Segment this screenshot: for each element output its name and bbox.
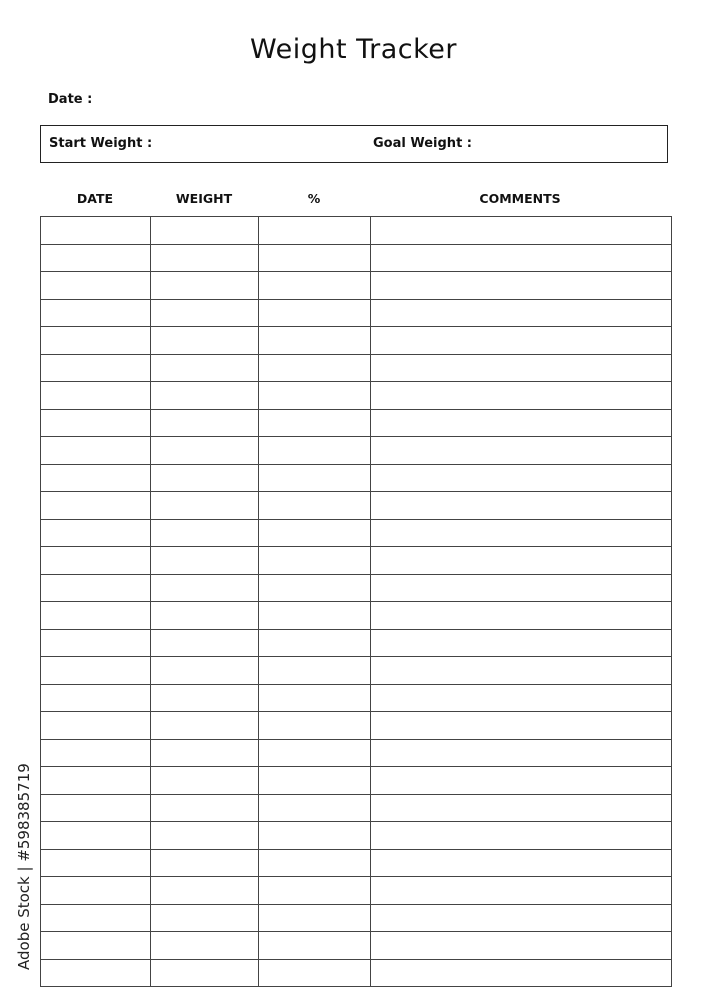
comments-cell[interactable] xyxy=(371,354,672,382)
table-row xyxy=(41,492,672,520)
table-row xyxy=(41,767,672,795)
weight-cell[interactable] xyxy=(151,959,259,987)
table-row xyxy=(41,327,672,355)
comments-cell[interactable] xyxy=(371,849,672,877)
percent-cell[interactable] xyxy=(259,244,371,272)
weight-cell[interactable] xyxy=(151,767,259,795)
weight-summary-box xyxy=(40,125,668,163)
weight-cell[interactable] xyxy=(151,217,259,245)
comments-cell[interactable] xyxy=(371,492,672,520)
comments-cell[interactable] xyxy=(371,437,672,465)
percent-cell[interactable] xyxy=(259,409,371,437)
table-row xyxy=(41,354,672,382)
weight-cell[interactable] xyxy=(151,299,259,327)
table-row xyxy=(41,712,672,740)
comments-cell[interactable] xyxy=(371,547,672,575)
date-cell[interactable] xyxy=(41,464,151,492)
percent-cell[interactable] xyxy=(259,327,371,355)
table-row xyxy=(41,409,672,437)
date-cell[interactable] xyxy=(41,437,151,465)
comments-cell[interactable] xyxy=(371,739,672,767)
percent-cell[interactable] xyxy=(259,299,371,327)
table-row xyxy=(41,794,672,822)
column-header-date: DATE xyxy=(76,191,114,206)
table-row xyxy=(41,739,672,767)
comments-cell[interactable] xyxy=(371,684,672,712)
date-cell[interactable] xyxy=(41,602,151,630)
weight-cell[interactable] xyxy=(151,547,259,575)
date-cell[interactable] xyxy=(41,492,151,520)
weight-cell[interactable] xyxy=(151,327,259,355)
weight-cell[interactable] xyxy=(151,877,259,905)
date-cell[interactable] xyxy=(41,327,151,355)
percent-cell[interactable] xyxy=(259,877,371,905)
date-cell[interactable] xyxy=(41,684,151,712)
comments-cell[interactable] xyxy=(371,794,672,822)
comments-cell[interactable] xyxy=(371,574,672,602)
table-row xyxy=(41,299,672,327)
weight-cell[interactable] xyxy=(151,932,259,960)
table-row xyxy=(41,684,672,712)
percent-cell[interactable] xyxy=(259,657,371,685)
date-cell[interactable] xyxy=(41,272,151,300)
table-row xyxy=(41,574,672,602)
comments-cell[interactable] xyxy=(371,244,672,272)
table-row xyxy=(41,822,672,850)
weight-cell[interactable] xyxy=(151,712,259,740)
percent-cell[interactable] xyxy=(259,932,371,960)
table-row xyxy=(41,959,672,987)
comments-cell[interactable] xyxy=(371,272,672,300)
weight-cell[interactable] xyxy=(151,574,259,602)
goal-weight-label: Goal Weight : xyxy=(373,136,473,151)
percent-cell[interactable] xyxy=(259,437,371,465)
comments-cell[interactable] xyxy=(371,959,672,987)
percent-cell[interactable] xyxy=(259,849,371,877)
weight-log-table xyxy=(40,216,672,987)
date-cell[interactable] xyxy=(41,822,151,850)
page-title: Weight Tracker xyxy=(249,34,458,65)
table-row xyxy=(41,849,672,877)
date-cell[interactable] xyxy=(41,794,151,822)
table-row xyxy=(41,382,672,410)
weight-cell[interactable] xyxy=(151,904,259,932)
percent-cell[interactable] xyxy=(259,574,371,602)
date-cell[interactable] xyxy=(41,959,151,987)
weight-cell[interactable] xyxy=(151,822,259,850)
table-row xyxy=(41,602,672,630)
table-row xyxy=(41,657,672,685)
comments-cell[interactable] xyxy=(371,217,672,245)
date-cell[interactable] xyxy=(41,712,151,740)
comments-cell[interactable] xyxy=(371,932,672,960)
percent-cell[interactable] xyxy=(259,904,371,932)
comments-cell[interactable] xyxy=(371,629,672,657)
percent-cell[interactable] xyxy=(259,712,371,740)
percent-cell[interactable] xyxy=(259,739,371,767)
table-row xyxy=(41,547,672,575)
watermark xyxy=(3,763,43,970)
percent-cell[interactable] xyxy=(259,959,371,987)
date-cell[interactable] xyxy=(41,739,151,767)
percent-cell[interactable] xyxy=(259,794,371,822)
table-row xyxy=(41,217,672,245)
percent-cell[interactable] xyxy=(259,822,371,850)
table-row xyxy=(41,904,672,932)
table-row xyxy=(41,877,672,905)
date-cell[interactable] xyxy=(41,217,151,245)
table-row xyxy=(41,464,672,492)
comments-cell[interactable] xyxy=(371,712,672,740)
comments-cell[interactable] xyxy=(371,904,672,932)
weight-cell[interactable] xyxy=(151,354,259,382)
comments-cell[interactable] xyxy=(371,327,672,355)
weight-cell[interactable] xyxy=(151,657,259,685)
weight-cell[interactable] xyxy=(151,602,259,630)
percent-cell[interactable] xyxy=(259,547,371,575)
percent-cell[interactable] xyxy=(259,492,371,520)
percent-cell[interactable] xyxy=(259,519,371,547)
weight-cell[interactable] xyxy=(151,794,259,822)
table-row xyxy=(41,932,672,960)
date-cell[interactable] xyxy=(41,904,151,932)
date-cell[interactable] xyxy=(41,657,151,685)
date-cell[interactable] xyxy=(41,849,151,877)
percent-cell[interactable] xyxy=(259,629,371,657)
column-header-comments: COMMENTS xyxy=(479,191,561,206)
table-row xyxy=(41,629,672,657)
comments-cell[interactable] xyxy=(371,657,672,685)
column-header-weight: WEIGHT xyxy=(175,191,233,206)
weight-cell[interactable] xyxy=(151,519,259,547)
comments-cell[interactable] xyxy=(371,299,672,327)
comments-cell[interactable] xyxy=(371,409,672,437)
date-cell[interactable] xyxy=(41,767,151,795)
comments-cell[interactable] xyxy=(371,877,672,905)
weight-cell[interactable] xyxy=(151,272,259,300)
table-row xyxy=(41,272,672,300)
date-label: Date : xyxy=(48,92,93,107)
date-cell[interactable] xyxy=(41,574,151,602)
weight-cell[interactable] xyxy=(151,629,259,657)
date-cell[interactable] xyxy=(41,932,151,960)
percent-cell[interactable] xyxy=(259,684,371,712)
date-cell[interactable] xyxy=(41,877,151,905)
comments-cell[interactable] xyxy=(371,767,672,795)
comments-cell[interactable] xyxy=(371,464,672,492)
start-weight-label: Start Weight : xyxy=(49,136,153,151)
percent-cell[interactable] xyxy=(259,217,371,245)
watermark-text: Adobe Stock | #598385719 xyxy=(15,763,33,970)
comments-cell[interactable] xyxy=(371,602,672,630)
weight-cell[interactable] xyxy=(151,382,259,410)
comments-cell[interactable] xyxy=(371,382,672,410)
date-cell[interactable] xyxy=(41,547,151,575)
date-cell[interactable] xyxy=(41,299,151,327)
percent-cell[interactable] xyxy=(259,602,371,630)
comments-cell[interactable] xyxy=(371,822,672,850)
weight-cell[interactable] xyxy=(151,739,259,767)
percent-cell[interactable] xyxy=(259,767,371,795)
weight-cell[interactable] xyxy=(151,437,259,465)
weight-cell[interactable] xyxy=(151,409,259,437)
table-row xyxy=(41,437,672,465)
percent-cell[interactable] xyxy=(259,464,371,492)
date-cell[interactable] xyxy=(41,519,151,547)
date-cell[interactable] xyxy=(41,354,151,382)
weight-cell[interactable] xyxy=(151,244,259,272)
percent-cell[interactable] xyxy=(259,354,371,382)
weight-log-body xyxy=(41,217,672,987)
date-cell[interactable] xyxy=(41,244,151,272)
table-row xyxy=(41,244,672,272)
weight-cell[interactable] xyxy=(151,849,259,877)
percent-cell[interactable] xyxy=(259,382,371,410)
weight-cell[interactable] xyxy=(151,464,259,492)
percent-cell[interactable] xyxy=(259,272,371,300)
table-row xyxy=(41,519,672,547)
comments-cell[interactable] xyxy=(371,519,672,547)
weight-cell[interactable] xyxy=(151,492,259,520)
date-cell[interactable] xyxy=(41,382,151,410)
date-cell[interactable] xyxy=(41,409,151,437)
date-cell[interactable] xyxy=(41,629,151,657)
column-header-percent: % xyxy=(307,191,321,206)
weight-cell[interactable] xyxy=(151,684,259,712)
